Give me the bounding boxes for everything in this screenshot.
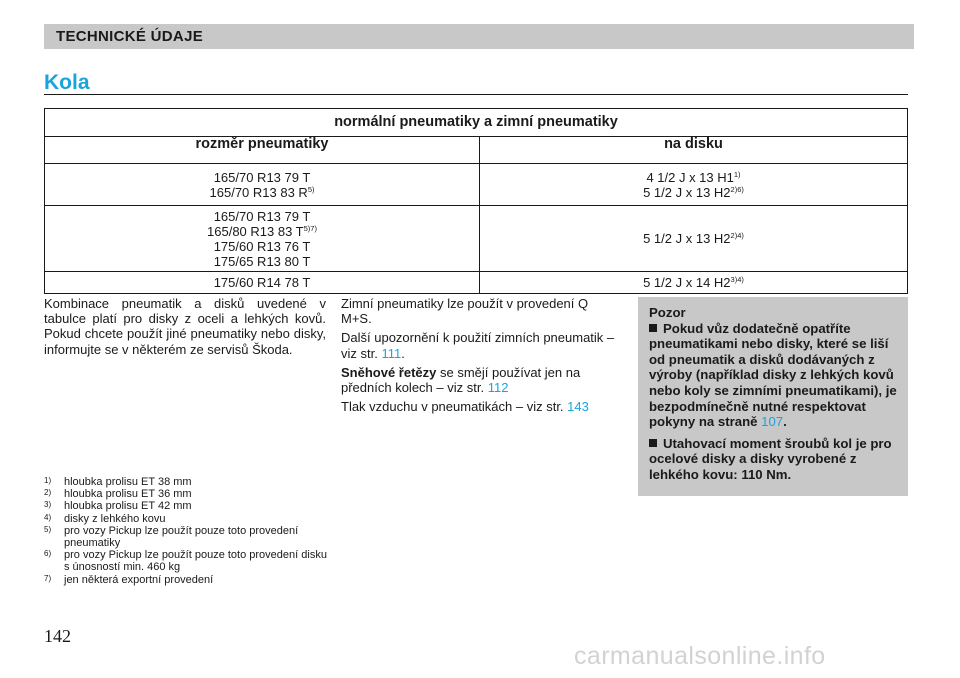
warning-box <box>638 297 908 496</box>
page-link-143[interactable]: 143 <box>567 399 589 415</box>
footnote: 2) hloubka prolisu ET 36 mm <box>44 488 192 501</box>
tire-size: 175/60 R13 76 T <box>213 238 311 254</box>
header-title: TECHNICKÉ ÚDAJE <box>56 28 204 45</box>
section-title: Kola <box>44 71 90 94</box>
title-rule <box>44 94 908 95</box>
square-bullet-icon <box>649 324 657 332</box>
tire-size: 165/70 R13 83 $R^{5)}$ <box>209 184 315 200</box>
warning-title: Pozor <box>649 305 686 320</box>
footnote: 1) hloubka prolisu ET 38 mm <box>44 476 192 488</box>
tire-sizes-cell <box>45 206 480 272</box>
tire-size: 165/70 R13 79 T <box>213 208 311 224</box>
warning-item: Utahovací moment šroubů kol je pro ocelové disky a disky vyrobené z lehkého kovu: 110 Nm. <box>649 435 892 482</box>
rim-size: 5 1/2 J x 14 $H2^{3)4)}$ <box>643 275 744 290</box>
tire-table <box>44 108 908 294</box>
table-col-header-rim: na disku <box>480 137 908 164</box>
tire-pressure-paragraph: Tlak vzduchu v pneumatikách – viz str. 143 <box>341 399 589 415</box>
tire-sizes-cell <box>45 164 480 206</box>
snow-chains-paragraph: Sněhové řetězy se smějí používat jen na předních kolech – viz str. 112 <box>341 364 581 396</box>
rim-size: 5 1/2 J x 13 $H2^{2)4)}$ <box>643 231 744 246</box>
tire-size: 165/70 R13 79 T <box>213 169 311 185</box>
page-link-112[interactable]: 112 <box>487 380 509 396</box>
page-number: 142 <box>44 626 71 646</box>
tire-sizes-cell <box>45 272 480 294</box>
watermark: carmanualsonline.info <box>574 642 826 670</box>
table-main-header: normální pneumatiky a zimní pneumatiky <box>45 109 908 137</box>
combination-note: Kombinace pneumatik a disků uvedené v tabulce platí pro disky z oceli a lehkých kovů. Pokud chcete použít jiné pneumatiky nebo disky, informujte se v některém ze servisů Škoda. <box>44 296 326 357</box>
square-bullet-icon <box>649 439 657 447</box>
tire-size: 175/60 R14 78 T <box>213 275 311 290</box>
rim-cell <box>480 272 908 294</box>
footnote: 6) pro vozy Pickup lze použít pouze toto provedení disku s únosností min. 460 kg <box>44 549 327 574</box>
winter-tire-paragraph: Zimní pneumatiky lze použít v provedení Q M+S. <box>341 296 589 327</box>
footnote: 5) pro vozy Pickup lze použít pouze toto provedení pneumatiky <box>44 524 299 550</box>
footnote: 4) disky z lehkého kovu <box>44 512 166 525</box>
winter-tire-ref-paragraph: Další upozornění k použití zimních pneumatik – viz str. 111. <box>341 330 615 361</box>
rim-cell <box>480 164 908 206</box>
warning-item: Pokud vůz dodatečně opatříte pneumatikami nebo disky, které se liší od pneumatik a disků dodávaných z výroby (například disky z lehkých kovů nebo koly se zimními pneumatikami), je bezpodmínečně nutné respektovat pokyny na straně 107. <box>649 320 897 430</box>
tire-size: 175/65 R13 80 T <box>213 253 311 269</box>
table-row <box>45 272 908 294</box>
footnote: 7) jen některá exportní provedení <box>44 573 214 586</box>
page-link-107[interactable]: 107 <box>761 414 784 430</box>
page-link-111[interactable]: 111 <box>381 345 402 361</box>
rim-cell <box>480 206 908 272</box>
table-row <box>45 206 908 272</box>
rim-size: 5 1/2 J x 13 $H2^{2)6)}$ <box>643 184 744 200</box>
tire-size: 165/80 R13 83 $T^{5)7)}$ <box>207 223 317 239</box>
winter-tire-notes <box>341 296 621 418</box>
table-col-header-size: rozměr pneumatiky <box>45 137 480 164</box>
footnote: 3) hloubka prolisu ET 42 mm <box>44 500 192 513</box>
rim-size: 4 1/2 J x 13 H1$^{1)}$ <box>646 169 741 185</box>
table-row <box>45 164 908 206</box>
header-bar <box>44 24 914 49</box>
footnotes <box>44 476 334 586</box>
